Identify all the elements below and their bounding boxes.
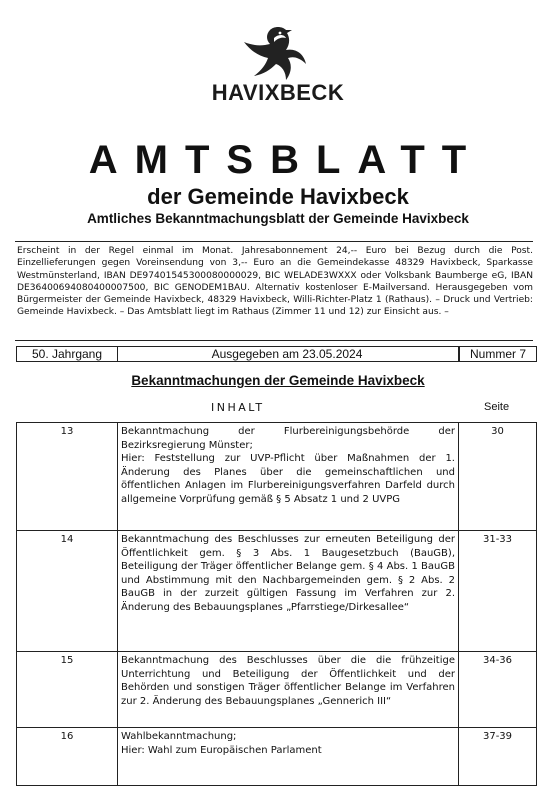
toc-description: Bekanntmachung des Beschlusses über die die frühzeitige Unterrichtung und Beteiligung der Öffentlichkeit und der Behörden und sonstigen Träger öffentlicher Belange im Verfahren zur 2. Änderung des Bebauungsplanes „Gennerich III“ [118,652,459,728]
table-row [17,728,537,786]
divider [15,241,533,242]
toc-number: 13 [17,423,118,531]
volume-label: 50. Jahrgang [16,346,118,362]
table-row [17,531,537,652]
page-title: AMTSBLATT [88,138,484,182]
eagle-logo-icon [240,24,310,82]
toc-description: Bekanntmachung der Flurbereinigungsbehörde der Bezirksregierung Münster; Hier: Feststellung zur UVP-Pflicht über Maßnahmen der 1. Änderung des Planes über die gemeinschaftlichen und öffentlichen Anlagen im Flurbereinigungsverfahren Darfeld durch allgemeine Vorprüfung gemäß § 5 Absatz 1 und 2 UVPG [118,423,459,531]
table-row [17,423,537,531]
toc-page: 31-33 [459,531,537,652]
toc-header-page: Seite [484,401,510,413]
toc-number: 14 [17,531,118,652]
toc-header-contents: INHALT [211,401,265,414]
issue-date: Ausgegeben am 23.05.2024 [116,346,459,362]
publication-info: Erscheint in der Regel einmal im Monat. Jahresabonnement 24,-- Euro bei Bezug durch die Post. Einzellieferungen gegen Voreinsendung von 3,-- Euro an die Gemeindekasse 48329 Havixbeck, Sparkasse Westmünsterland, IBAN DE97401545300080000029, BIC WELADE3WXXX oder Volksbank Baumberge eG, IBAN DE36400694080400007500, BIC GENODEM1BAU. Alternativ kostenloser E-Mailversand. Herausgegeben vom Bürgermeister der Gemeinde Havixbeck, 48329 Havixbeck, Willi-Richter-Platz 1 (Rathaus). – Druck und Vertrieb: Gemeinde Havixbeck. – Das Amtsblatt liegt im Rathaus (Zimmer 11 und 12) zur Einsicht aus. – [17,246,533,318]
issue-meta-bar [16,346,537,361]
section-heading: Bekanntmachungen der Gemeinde Havixbeck [131,373,425,388]
logo-wordmark: HAVIXBECK [211,80,345,105]
toc-number: 16 [17,728,118,786]
issue-number: Nummer 7 [459,346,537,362]
page-subtitle: der Gemeinde Havixbeck [147,184,409,209]
table-of-contents [16,422,537,786]
divider [15,340,533,341]
toc-number: 15 [17,652,118,728]
page-subtitle-secondary: Amtliches Bekanntmachungsblatt der Gemeinde Havixbeck [87,211,469,226]
table-row [17,652,537,728]
toc-page: 30 [459,423,537,531]
toc-description: Bekanntmachung des Beschlusses zur erneuten Beteiligung der Öffentlichkeit gem. § 3 Abs. 1 Baugesetzbuch (BauGB), Beteiligung der Träger öffentlicher Belange gem. § 4 Abs. 1 BauGB und Abstimmung mit den Nachbargemeinden gem. § 2 Abs. 2 BauGB in der zurzeit gültigen Fassung im Verfahren zur 2. Änderung des Bebauungsplanes „Pfarrstiege/Dirkesallee“ [118,531,459,652]
toc-page: 34-36 [459,652,537,728]
toc-page: 37-39 [459,728,537,786]
toc-description: Wahlbekanntmachung; Hier: Wahl zum Europäischen Parlament [118,728,459,786]
